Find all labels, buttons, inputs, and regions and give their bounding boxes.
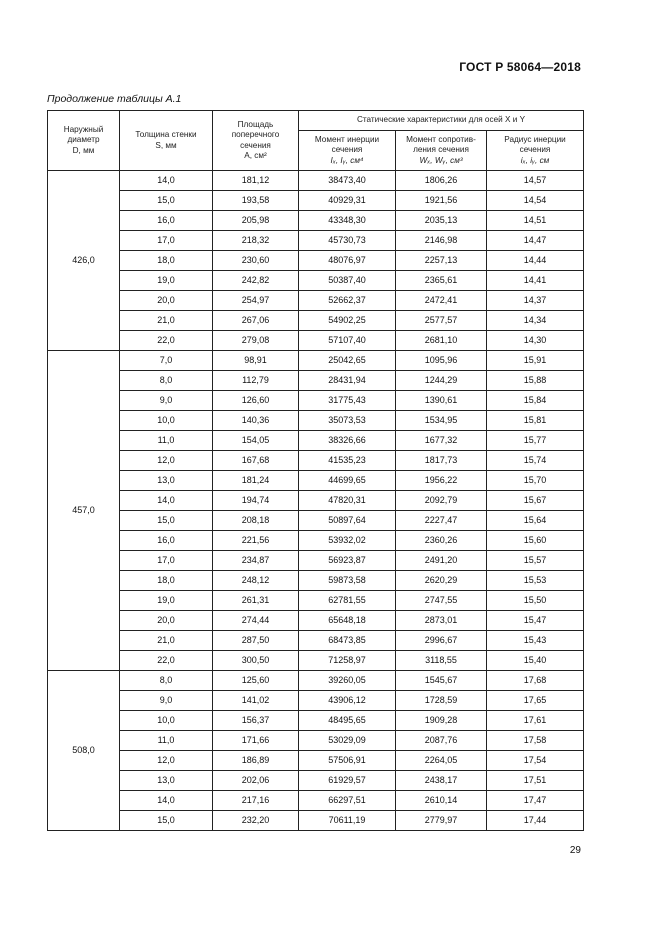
wall-thickness-cell: 14,0 xyxy=(120,791,213,811)
area-cell: 300,50 xyxy=(213,651,299,671)
table-row xyxy=(48,811,584,831)
area-cell: 205,98 xyxy=(213,211,299,231)
modulus-cell: 1921,56 xyxy=(396,191,487,211)
area-cell: 217,16 xyxy=(213,791,299,811)
inertia-cell: 57506,91 xyxy=(299,751,396,771)
table-row xyxy=(48,311,584,331)
table-row xyxy=(48,231,584,251)
wall-thickness-cell: 10,0 xyxy=(120,411,213,431)
wall-thickness-cell: 17,0 xyxy=(120,551,213,571)
table-row xyxy=(48,191,584,211)
inertia-cell: 38326,66 xyxy=(299,431,396,451)
table-row xyxy=(48,371,584,391)
modulus-cell: 1728,59 xyxy=(396,691,487,711)
inertia-cell: 57107,40 xyxy=(299,331,396,351)
radius-cell: 14,37 xyxy=(487,291,584,311)
wall-thickness-cell: 10,0 xyxy=(120,711,213,731)
area-cell: 218,32 xyxy=(213,231,299,251)
table-body xyxy=(48,171,584,831)
table-row xyxy=(48,531,584,551)
radius-cell: 15,60 xyxy=(487,531,584,551)
modulus-cell: 2146,98 xyxy=(396,231,487,251)
inertia-cell: 25042,65 xyxy=(299,351,396,371)
modulus-cell: 2610,14 xyxy=(396,791,487,811)
modulus-cell: 2779,97 xyxy=(396,811,487,831)
area-cell: 181,24 xyxy=(213,471,299,491)
wall-thickness-cell: 17,0 xyxy=(120,231,213,251)
inertia-cell: 65648,18 xyxy=(299,611,396,631)
area-cell: 194,74 xyxy=(213,491,299,511)
modulus-cell: 1956,22 xyxy=(396,471,487,491)
header-static-characteristics: Статические характеристики для осей X и Y xyxy=(299,111,584,131)
radius-cell: 17,51 xyxy=(487,771,584,791)
radius-cell: 14,44 xyxy=(487,251,584,271)
inertia-cell: 53932,02 xyxy=(299,531,396,551)
radius-cell: 15,57 xyxy=(487,551,584,571)
radius-cell: 15,43 xyxy=(487,631,584,651)
area-cell: 156,37 xyxy=(213,711,299,731)
area-cell: 181,12 xyxy=(213,171,299,191)
radius-cell: 15,84 xyxy=(487,391,584,411)
table-row xyxy=(48,611,584,631)
wall-thickness-cell: 22,0 xyxy=(120,651,213,671)
radius-cell: 14,34 xyxy=(487,311,584,331)
header-section-modulus: Момент сопротив- ления сечения Wₓ, Wᵧ, см³ xyxy=(396,131,487,171)
area-cell: 154,05 xyxy=(213,431,299,451)
modulus-cell: 1817,73 xyxy=(396,451,487,471)
radius-cell: 17,44 xyxy=(487,811,584,831)
table-row xyxy=(48,291,584,311)
header-radius-of-gyration: Радиус инерции сечения iₓ, iᵧ, см xyxy=(487,131,584,171)
wall-thickness-cell: 15,0 xyxy=(120,191,213,211)
inertia-cell: 70611,19 xyxy=(299,811,396,831)
area-cell: 221,56 xyxy=(213,531,299,551)
area-cell: 279,08 xyxy=(213,331,299,351)
radius-cell: 15,47 xyxy=(487,611,584,631)
radius-cell: 15,88 xyxy=(487,371,584,391)
wall-thickness-cell: 7,0 xyxy=(120,351,213,371)
radius-cell: 14,47 xyxy=(487,231,584,251)
inertia-cell: 28431,94 xyxy=(299,371,396,391)
wall-thickness-cell: 21,0 xyxy=(120,631,213,651)
inertia-cell: 66297,51 xyxy=(299,791,396,811)
modulus-cell: 2035,13 xyxy=(396,211,487,231)
wall-thickness-cell: 18,0 xyxy=(120,571,213,591)
modulus-cell: 2360,26 xyxy=(396,531,487,551)
wall-thickness-cell: 8,0 xyxy=(120,371,213,391)
inertia-cell: 52662,37 xyxy=(299,291,396,311)
area-cell: 126,60 xyxy=(213,391,299,411)
area-cell: 167,68 xyxy=(213,451,299,471)
radius-cell: 15,77 xyxy=(487,431,584,451)
inertia-cell: 41535,23 xyxy=(299,451,396,471)
modulus-cell: 2873,01 xyxy=(396,611,487,631)
table-row xyxy=(48,731,584,751)
radius-cell: 15,81 xyxy=(487,411,584,431)
inertia-cell: 43348,30 xyxy=(299,211,396,231)
inertia-cell: 39260,05 xyxy=(299,671,396,691)
modulus-cell: 2747,55 xyxy=(396,591,487,611)
wall-thickness-cell: 16,0 xyxy=(120,211,213,231)
wall-thickness-cell: 22,0 xyxy=(120,331,213,351)
wall-thickness-cell: 13,0 xyxy=(120,771,213,791)
radius-cell: 17,65 xyxy=(487,691,584,711)
area-cell: 232,20 xyxy=(213,811,299,831)
modulus-cell: 2577,57 xyxy=(396,311,487,331)
area-cell: 287,50 xyxy=(213,631,299,651)
inertia-cell: 38473,40 xyxy=(299,171,396,191)
table-row xyxy=(48,491,584,511)
table-row xyxy=(48,651,584,671)
table-row xyxy=(48,671,584,691)
table-row xyxy=(48,391,584,411)
outer-diameter-cell: 457,0 xyxy=(48,351,120,671)
radius-cell: 15,53 xyxy=(487,571,584,591)
modulus-cell: 2472,41 xyxy=(396,291,487,311)
modulus-cell: 2681,10 xyxy=(396,331,487,351)
modulus-cell: 2996,67 xyxy=(396,631,487,651)
header-moment-of-inertia: Момент инерции сечения Iₓ, Iᵧ, см⁴ xyxy=(299,131,396,171)
wall-thickness-cell: 19,0 xyxy=(120,271,213,291)
area-cell: 248,12 xyxy=(213,571,299,591)
modulus-cell: 2264,05 xyxy=(396,751,487,771)
radius-cell: 15,91 xyxy=(487,351,584,371)
inertia-cell: 47820,31 xyxy=(299,491,396,511)
table-row xyxy=(48,331,584,351)
table-row xyxy=(48,511,584,531)
area-cell: 202,06 xyxy=(213,771,299,791)
wall-thickness-cell: 11,0 xyxy=(120,731,213,751)
inertia-cell: 61929,57 xyxy=(299,771,396,791)
table-row xyxy=(48,791,584,811)
inertia-cell: 56923,87 xyxy=(299,551,396,571)
area-cell: 112,79 xyxy=(213,371,299,391)
area-cell: 208,18 xyxy=(213,511,299,531)
radius-cell: 15,70 xyxy=(487,471,584,491)
modulus-cell: 2227,47 xyxy=(396,511,487,531)
radius-cell: 14,30 xyxy=(487,331,584,351)
wall-thickness-cell: 12,0 xyxy=(120,751,213,771)
area-cell: 242,82 xyxy=(213,271,299,291)
modulus-cell: 2438,17 xyxy=(396,771,487,791)
inertia-cell: 68473,85 xyxy=(299,631,396,651)
radius-cell: 17,47 xyxy=(487,791,584,811)
area-cell: 125,60 xyxy=(213,671,299,691)
wall-thickness-cell: 9,0 xyxy=(120,691,213,711)
inertia-cell: 31775,43 xyxy=(299,391,396,411)
modulus-cell: 2365,61 xyxy=(396,271,487,291)
modulus-cell: 2491,20 xyxy=(396,551,487,571)
wall-thickness-cell: 14,0 xyxy=(120,171,213,191)
wall-thickness-cell: 20,0 xyxy=(120,291,213,311)
area-cell: 98,91 xyxy=(213,351,299,371)
wall-thickness-cell: 15,0 xyxy=(120,811,213,831)
table-row xyxy=(48,691,584,711)
area-cell: 261,31 xyxy=(213,591,299,611)
standard-code: ГОСТ Р 58064—2018 xyxy=(459,60,581,74)
area-cell: 230,60 xyxy=(213,251,299,271)
inertia-cell: 59873,58 xyxy=(299,571,396,591)
modulus-cell: 2087,76 xyxy=(396,731,487,751)
radius-cell: 15,67 xyxy=(487,491,584,511)
table-row xyxy=(48,471,584,491)
wall-thickness-cell: 20,0 xyxy=(120,611,213,631)
radius-cell: 15,50 xyxy=(487,591,584,611)
inertia-cell: 48495,65 xyxy=(299,711,396,731)
inertia-cell: 50387,40 xyxy=(299,271,396,291)
wall-thickness-cell: 14,0 xyxy=(120,491,213,511)
modulus-cell: 1909,28 xyxy=(396,711,487,731)
area-cell: 140,36 xyxy=(213,411,299,431)
modulus-cell: 1677,32 xyxy=(396,431,487,451)
inertia-cell: 40929,31 xyxy=(299,191,396,211)
inertia-cell: 62781,55 xyxy=(299,591,396,611)
inertia-cell: 53029,09 xyxy=(299,731,396,751)
area-cell: 171,66 xyxy=(213,731,299,751)
modulus-cell: 2257,13 xyxy=(396,251,487,271)
wall-thickness-cell: 11,0 xyxy=(120,431,213,451)
radius-cell: 15,40 xyxy=(487,651,584,671)
table-row xyxy=(48,551,584,571)
inertia-cell: 44699,65 xyxy=(299,471,396,491)
properties-table xyxy=(47,110,584,831)
inertia-cell: 43906,12 xyxy=(299,691,396,711)
header-thickness: Толщина стенки S, мм xyxy=(120,111,213,171)
modulus-cell: 1390,61 xyxy=(396,391,487,411)
modulus-cell: 1545,67 xyxy=(396,671,487,691)
outer-diameter-cell: 426,0 xyxy=(48,171,120,351)
table-row xyxy=(48,631,584,651)
header-diameter: Наружный диаметр D, мм xyxy=(48,111,120,171)
table-row xyxy=(48,171,584,191)
wall-thickness-cell: 18,0 xyxy=(120,251,213,271)
table-row xyxy=(48,751,584,771)
modulus-cell: 3118,55 xyxy=(396,651,487,671)
inertia-cell: 45730,73 xyxy=(299,231,396,251)
area-cell: 186,89 xyxy=(213,751,299,771)
modulus-cell: 1534,95 xyxy=(396,411,487,431)
table-row xyxy=(48,571,584,591)
modulus-cell: 1095,96 xyxy=(396,351,487,371)
table-row xyxy=(48,251,584,271)
modulus-cell: 1806,26 xyxy=(396,171,487,191)
table-caption: Продолжение таблицы А.1 xyxy=(47,93,182,105)
wall-thickness-cell: 16,0 xyxy=(120,531,213,551)
radius-cell: 17,58 xyxy=(487,731,584,751)
wall-thickness-cell: 13,0 xyxy=(120,471,213,491)
wall-thickness-cell: 15,0 xyxy=(120,511,213,531)
table-row xyxy=(48,271,584,291)
radius-cell: 17,61 xyxy=(487,711,584,731)
area-cell: 141,02 xyxy=(213,691,299,711)
table-row xyxy=(48,411,584,431)
wall-thickness-cell: 9,0 xyxy=(120,391,213,411)
inertia-cell: 35073,53 xyxy=(299,411,396,431)
table-row xyxy=(48,451,584,471)
table-row xyxy=(48,351,584,371)
radius-cell: 17,68 xyxy=(487,671,584,691)
area-cell: 274,44 xyxy=(213,611,299,631)
radius-cell: 14,54 xyxy=(487,191,584,211)
table-row xyxy=(48,591,584,611)
radius-cell: 14,51 xyxy=(487,211,584,231)
area-cell: 254,97 xyxy=(213,291,299,311)
header-area: Площадь поперечного сечения А, см² xyxy=(213,111,299,171)
inertia-cell: 50897,64 xyxy=(299,511,396,531)
wall-thickness-cell: 21,0 xyxy=(120,311,213,331)
area-cell: 193,58 xyxy=(213,191,299,211)
table-row xyxy=(48,431,584,451)
radius-cell: 15,64 xyxy=(487,511,584,531)
radius-cell: 14,57 xyxy=(487,171,584,191)
page-number: 29 xyxy=(569,845,581,856)
modulus-cell: 2620,29 xyxy=(396,571,487,591)
inertia-cell: 48076,97 xyxy=(299,251,396,271)
radius-cell: 15,74 xyxy=(487,451,584,471)
table-row xyxy=(48,211,584,231)
area-cell: 234,87 xyxy=(213,551,299,571)
radius-cell: 14,41 xyxy=(487,271,584,291)
wall-thickness-cell: 12,0 xyxy=(120,451,213,471)
wall-thickness-cell: 8,0 xyxy=(120,671,213,691)
wall-thickness-cell: 19,0 xyxy=(120,591,213,611)
table-row xyxy=(48,711,584,731)
inertia-cell: 54902,25 xyxy=(299,311,396,331)
modulus-cell: 1244,29 xyxy=(396,371,487,391)
modulus-cell: 2092,79 xyxy=(396,491,487,511)
radius-cell: 17,54 xyxy=(487,751,584,771)
inertia-cell: 71258,97 xyxy=(299,651,396,671)
area-cell: 267,06 xyxy=(213,311,299,331)
table-row xyxy=(48,771,584,791)
outer-diameter-cell: 508,0 xyxy=(48,671,120,831)
